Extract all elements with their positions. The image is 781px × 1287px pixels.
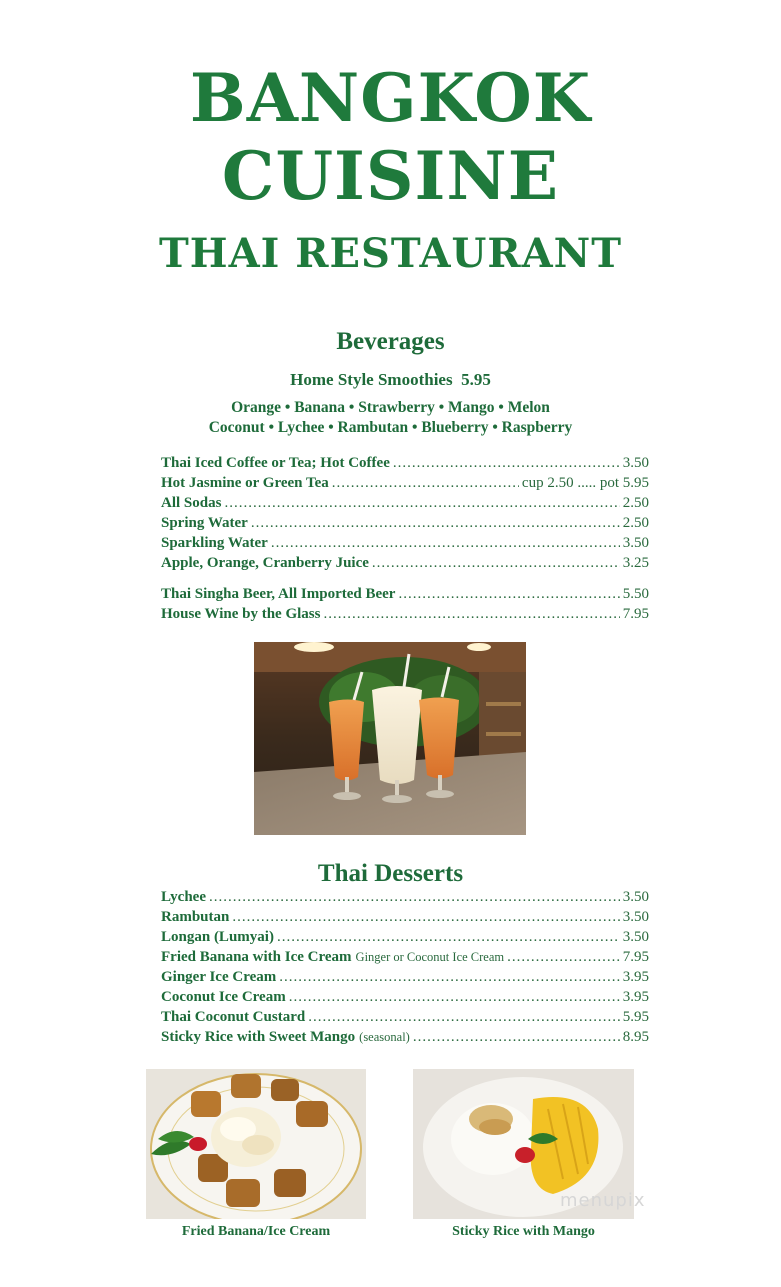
beverages-heading: Beverages xyxy=(336,328,445,355)
caption-sticky-rice: Sticky Rice with Mango xyxy=(452,1224,595,1239)
item-price: 2.50 xyxy=(622,495,649,511)
item-name: Lychee xyxy=(161,889,206,905)
item-name: Thai Iced Coffee or Tea; Hot Coffee xyxy=(161,455,390,471)
fried-banana-illustration xyxy=(146,1069,366,1219)
item-name: Sticky Rice with Sweet Mango xyxy=(161,1029,356,1045)
menu-item xyxy=(161,495,649,515)
item-name: Thai Coconut Custard xyxy=(161,1009,306,1025)
menu-item xyxy=(161,515,649,535)
item-name: Ginger Ice Cream xyxy=(161,969,277,985)
watermark: menupix xyxy=(560,1190,646,1211)
smoothies-price: 5.95 xyxy=(461,370,491,389)
item-price: 3.50 xyxy=(622,909,649,925)
item-name: All Sodas xyxy=(161,495,222,511)
item-price: 3.95 xyxy=(622,989,649,1005)
menu-item xyxy=(161,969,649,989)
desserts-heading: Thai Desserts xyxy=(317,860,464,887)
item-name: Hot Jasmine or Green Tea xyxy=(161,475,329,491)
item-name: Thai Singha Beer, All Imported Beer xyxy=(161,586,396,602)
restaurant-name-line1: BANGKOK xyxy=(189,59,592,137)
beverage-list xyxy=(161,455,649,575)
item-name: House Wine by the Glass xyxy=(161,606,321,622)
alcohol-list xyxy=(161,586,649,626)
menu-item xyxy=(161,989,649,1009)
smoothies-photo xyxy=(254,642,526,835)
smoothies-illustration xyxy=(254,642,526,835)
menu-item xyxy=(161,535,649,555)
item-price: cup 2.50 ..... pot 5.95 xyxy=(521,475,649,491)
item-price: 7.95 xyxy=(622,606,649,622)
item-name: Spring Water xyxy=(161,515,248,531)
smoothie-flavors-line1: Orange • Banana • Strawberry • Mango • Melon xyxy=(231,399,550,416)
item-name: Sparkling Water xyxy=(161,535,268,551)
item-price: 3.50 xyxy=(622,929,649,945)
item-name: Coconut Ice Cream xyxy=(161,989,286,1005)
item-name: Longan (Lumyai) xyxy=(161,929,274,945)
menu-item xyxy=(161,909,649,929)
smoothie-flavors-line2: Coconut • Lychee • Rambutan • Blueberry • Raspberry xyxy=(208,419,573,436)
menu-item xyxy=(161,586,649,606)
item-price: 8.95 xyxy=(622,1029,649,1045)
menu-item xyxy=(161,949,649,969)
menu-item xyxy=(161,889,649,909)
menu-item xyxy=(161,475,649,495)
menu-item xyxy=(161,929,649,949)
item-price: 7.95 xyxy=(622,949,649,965)
item-note: Ginger or Coconut Ice Cream xyxy=(355,950,505,964)
restaurant-subtitle: THAI RESTAURANT xyxy=(159,230,622,277)
item-price: 3.50 xyxy=(622,455,649,471)
menu-item xyxy=(161,555,649,575)
item-note: (seasonal) xyxy=(359,1030,410,1044)
menu-item xyxy=(161,1029,649,1049)
item-price: 3.25 xyxy=(622,555,649,571)
item-price: 3.50 xyxy=(622,889,649,905)
dessert-list xyxy=(161,889,649,1049)
item-price: 2.50 xyxy=(622,515,649,531)
restaurant-name-line2: CUISINE xyxy=(221,137,560,215)
item-name: Rambutan xyxy=(161,909,230,925)
menu-item xyxy=(161,1009,649,1029)
item-price: 3.50 xyxy=(622,535,649,551)
item-price: 5.95 xyxy=(622,1009,649,1025)
menu-item xyxy=(161,606,649,626)
menu-item xyxy=(161,455,649,475)
smoothies-label: Home Style Smoothies xyxy=(290,370,453,389)
item-name: Apple, Orange, Cranberry Juice xyxy=(161,555,369,571)
caption-fried-banana: Fried Banana/Ice Cream xyxy=(181,1224,331,1239)
item-price: 3.95 xyxy=(622,969,649,985)
item-name: Fried Banana with Ice Cream xyxy=(161,949,352,965)
fried-banana-photo xyxy=(146,1069,366,1219)
smoothies-heading xyxy=(0,370,781,390)
item-price: 5.50 xyxy=(622,586,649,602)
